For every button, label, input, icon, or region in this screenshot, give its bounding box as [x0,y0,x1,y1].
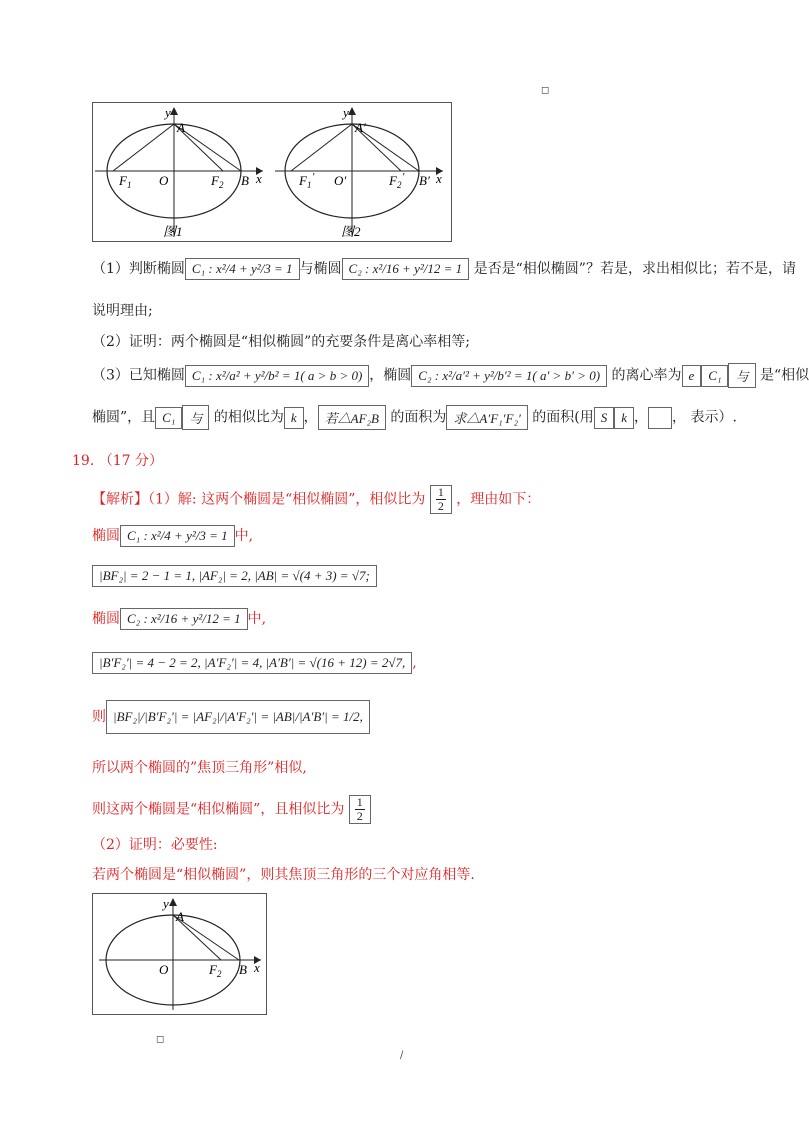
svg-text:2: 2 [219,180,224,190]
svg-text:A′: A′ [355,120,366,135]
question-19-header: 19. （17 分） [72,453,163,469]
svg-text:O′: O′ [334,173,347,188]
page-mark: ◻ [541,85,550,96]
svg-text:2: 2 [397,180,402,190]
svg-text:A: A [176,909,184,924]
svg-text:1: 1 [127,180,132,190]
svg-text:F: F [119,173,127,188]
solution-line-10: 若两个椭圆是“相似椭圆”，则其焦顶三角形的三个对应角相等. [92,867,475,883]
solution-line-3: |BF₂| = 2 − 1 = 1, |AF₂| = 2, |AB| = √(4 + 3) = √7; [92,565,377,587]
svg-text:2: 2 [217,969,222,979]
figure-ellipse-bottom [92,893,267,1015]
equation-c1-general: C₁ : x²/a² + y²/b² = 1( a > b > 0) [185,365,369,387]
svg-text:F: F [209,962,217,977]
fig2-caption: 图2 [341,224,361,239]
solution-line-6: 则 |BF₂|/|B′F₂′| = |AF₂|/|A′F₂′| = |AB|/|A′B′| = 1/2, [92,700,370,734]
svg-text:F: F [389,173,397,188]
equation-c2: C₂ : x²/16 + y²/12 = 1 [342,258,470,280]
solution-line-5: |B′F₂′| = 4 − 2 = 2, |A′F₂′| = 4, |A′B′| = √(16 + 12) = 2√7, , [92,652,417,674]
ellipse-diagrams [93,103,451,241]
page-separator: / [400,1050,404,1061]
svg-text:A: A [177,120,185,135]
svg-text:B′: B′ [419,173,430,188]
svg-text:′: ′ [402,171,405,183]
solution-line-9: （2）证明：必要性: [92,837,218,853]
solution-line-2: 椭圆 C₁ : x²/4 + y²/3 = 1 中, [92,525,253,547]
equation-c1: C₁ : x²/4 + y²/3 = 1 [185,258,300,280]
svg-text:B: B [241,173,249,188]
solution-line-4: 椭圆 C₂ : x²/16 + y²/12 = 1 中, [92,608,266,630]
question-3-line2: 椭圆”，且 C₁ 与 的相似比为 k ， 若△AF₂B 的面积为 求△A′F₁′F₂′ 的面积(用 S k ， ， 表示）. [92,405,737,430]
svg-text:y: y [163,896,169,911]
solution-line-7: 所以两个椭圆的”焦顶三角形”相似, [92,760,307,776]
ellipse-diagram-bottom [93,894,266,1014]
svg-text:y: y [343,105,349,120]
question-1-line2: 说明理由; [92,303,153,319]
solution-line-8: 则这两个椭圆是“相似椭圆”，且相似比为 $\frac{1}{2}$ [92,795,371,824]
svg-text:B: B [239,962,247,977]
solution-line-1: 【解析】（1）解: 这两个椭圆是“相似椭圆”，相似比为 $\frac{1}{2}$ ，理由如下： [92,485,541,513]
question-3: （3）已知椭圆 C₁ : x²/a² + y²/b² = 1( a > b > 0) ，椭圆 C₂ : x²/a′² + y²/b′² = 1( a′ > b′ > 0) 的离心率为 e C₁ 与 是“相似 [92,363,809,388]
page-mark-bottom: ◻ [156,1034,165,1045]
svg-text:F: F [299,173,307,188]
question-1: （1）判断椭圆 C₁ : x²/4 + y²/3 = 1 与椭圆 C₂ : x²/16 + y²/12 = 1 是否是“相似椭圆”？若是，求出相似比；若不是，请 [92,258,796,280]
svg-text:x: x [256,171,262,186]
svg-text:1: 1 [307,180,312,190]
svg-text:x: x [254,960,260,975]
svg-text:O: O [159,962,169,977]
svg-text:O: O [159,173,169,188]
figure-ellipses-1-2 [92,102,452,242]
question-2: （2）证明：两个椭圆是“相似椭圆”的充要条件是离心率相等; [92,334,470,350]
svg-text:′: ′ [312,171,315,183]
fig1-caption: 图1 [163,224,183,239]
label-y: y [165,105,171,120]
svg-text:x: x [436,171,442,186]
equation-c2-general: C₂ : x²/a′² + y²/b′² = 1( a′ > b′ > 0) [411,365,607,387]
svg-text:F: F [211,173,219,188]
